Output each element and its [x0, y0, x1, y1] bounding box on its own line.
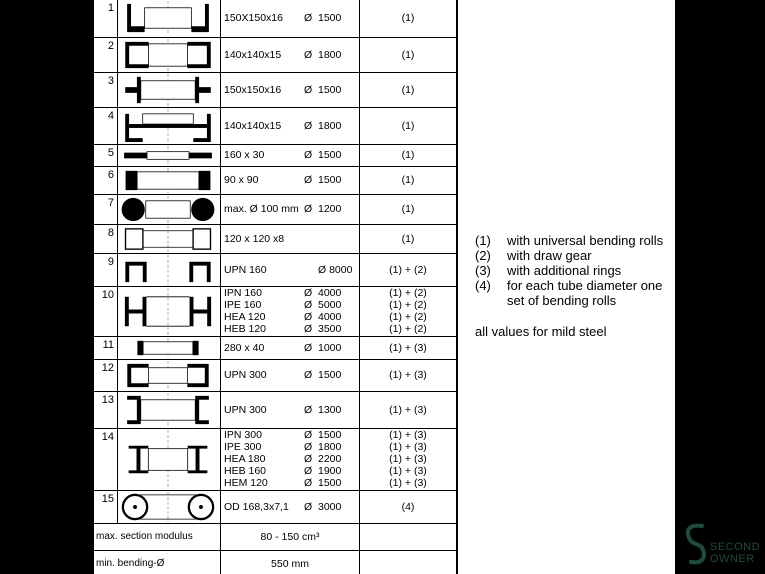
diameter-symbol: Ø — [304, 311, 313, 323]
method-note: (1) + (3) — [389, 465, 427, 477]
method-note-cell — [360, 336, 457, 359]
footer-row — [94, 550, 457, 574]
profile-row — [94, 224, 457, 253]
profile-size: UPN 300 — [224, 403, 267, 416]
profile-spec-cell — [221, 166, 360, 194]
profile-spec-cell — [221, 224, 360, 253]
profile-drawing-cell — [118, 253, 221, 286]
diameter-symbol: Ø — [304, 500, 313, 513]
method-note-cell — [360, 166, 457, 194]
method-note-cell — [360, 286, 457, 336]
bending-diameter: 1500 — [318, 429, 342, 441]
upn-out-profile-icon — [118, 392, 218, 428]
bending-diameter: Ø 8000 — [318, 263, 353, 276]
row-number: 6 — [107, 168, 114, 181]
row-number-cell — [94, 224, 118, 253]
profile-size: HEB 120 — [224, 323, 267, 335]
profile-size: HEM 120 — [224, 477, 268, 489]
row-number: 5 — [107, 146, 114, 159]
angle-profile-icon — [118, 108, 218, 144]
profile-spec-cell — [221, 37, 360, 72]
diameter-symbol — [304, 264, 318, 276]
profile-row — [94, 428, 457, 490]
row-number: 4 — [107, 109, 114, 122]
profile-drawing-cell — [118, 37, 221, 72]
spec-line — [221, 477, 359, 489]
profile-drawing-cell — [118, 359, 221, 391]
spec-line — [221, 12, 359, 24]
legend-text: with universal bending rolls — [507, 233, 664, 248]
row-number-cell — [94, 194, 118, 224]
method-note: (1) + (2) — [389, 299, 427, 311]
profile-row — [94, 0, 457, 37]
profile-row — [94, 166, 457, 194]
diameter-symbol: Ø — [304, 429, 313, 441]
channel-in-profile-icon — [118, 38, 218, 72]
diameter-symbol: Ø — [304, 477, 313, 489]
row-number: 9 — [107, 255, 114, 268]
spec-line — [221, 501, 359, 513]
diameter-symbol: Ø — [304, 119, 313, 132]
tee-profile-icon — [118, 73, 218, 107]
capacity-table-body — [94, 0, 457, 574]
flat-profile-icon — [118, 145, 218, 166]
footer-value: 80 - 150 cm³ — [221, 523, 360, 550]
method-note: (1) + (3) — [389, 369, 427, 381]
legend-item — [475, 263, 675, 278]
profile-drawing-cell — [118, 194, 221, 224]
profile-size: UPN 160 — [224, 263, 267, 276]
profile-row — [94, 107, 457, 144]
row-number-cell — [94, 391, 118, 428]
upn-up-profile-icon — [118, 254, 218, 286]
profile-drawing-cell — [118, 0, 221, 37]
logo-word-1: SECOND — [710, 541, 761, 553]
profile-size: UPN 300 — [224, 369, 267, 381]
bending-diameter: 1500 — [318, 369, 342, 381]
spec-line — [221, 120, 359, 132]
bending-diameter: 1500 — [318, 174, 342, 186]
spec-line — [221, 311, 359, 323]
bending-diameter: 1900 — [318, 465, 342, 477]
bending-diameter: 5000 — [318, 299, 342, 311]
profile-spec-cell — [221, 490, 360, 523]
spec-line — [221, 174, 359, 186]
profile-drawing-cell — [118, 336, 221, 359]
row-number: 15 — [101, 492, 114, 505]
bending-diameter: 2200 — [318, 453, 342, 465]
diameter-symbol: Ø — [304, 83, 313, 96]
diameter-symbol: Ø — [304, 369, 313, 381]
method-note: (1) + (3) — [389, 453, 427, 465]
profile-row — [94, 194, 457, 224]
profile-drawing-cell — [118, 166, 221, 194]
method-note: (1) + (3) — [389, 341, 427, 354]
spec-line — [221, 323, 359, 335]
method-note: (1) + (2) — [389, 311, 427, 323]
legend — [475, 233, 675, 339]
bending-diameter: 3000 — [318, 500, 342, 513]
row-number: 1 — [107, 2, 114, 14]
profile-drawing-cell — [118, 72, 221, 107]
bending-diameter: 3500 — [318, 323, 342, 335]
row-number: 8 — [107, 226, 114, 239]
i-beam-profile-icon — [118, 429, 218, 490]
profile-spec-cell — [221, 144, 360, 166]
spec-line — [221, 84, 359, 96]
method-note: (1) — [401, 48, 415, 61]
profile-row — [94, 490, 457, 523]
method-note-cell — [360, 359, 457, 391]
diameter-symbol: Ø — [304, 441, 313, 453]
profile-drawing-cell — [118, 428, 221, 490]
row-number: 14 — [101, 430, 114, 443]
legend-item — [475, 278, 675, 293]
logo-word-2: OWNER — [710, 553, 755, 565]
footer-label: min. bending-Ø — [94, 550, 221, 574]
legend-item — [475, 233, 675, 248]
bending-diameter: 1500 — [318, 149, 342, 161]
row-number: 3 — [107, 74, 114, 87]
row-number-cell — [94, 253, 118, 286]
profile-row — [94, 336, 457, 359]
method-note-cell — [360, 107, 457, 144]
method-note-cell — [360, 224, 457, 253]
profile-size: 140x140x15 — [224, 48, 282, 61]
profile-spec-cell — [221, 428, 360, 490]
profile-size: 90 x 90 — [224, 174, 259, 186]
profile-drawing-cell — [118, 144, 221, 166]
method-note: (1) + (3) — [389, 477, 427, 489]
row-number: 10 — [101, 288, 114, 301]
profile-spec-cell — [221, 286, 360, 336]
method-note: (1) + (3) — [389, 441, 427, 453]
diameter-symbol: Ø — [304, 149, 313, 161]
profile-row — [94, 253, 457, 286]
profile-spec-cell — [221, 72, 360, 107]
row-number-cell — [94, 336, 118, 359]
h-beam-profile-icon — [118, 287, 218, 336]
method-note: (1) + (2) — [389, 323, 427, 335]
profile-spec-cell — [221, 253, 360, 286]
bending-diameter: 1000 — [318, 341, 342, 354]
profile-row — [94, 286, 457, 336]
row-number: 11 — [102, 338, 114, 351]
legend-item — [475, 248, 675, 263]
profile-drawing-cell — [118, 490, 221, 523]
row-number-cell — [94, 490, 118, 523]
diameter-symbol: Ø — [304, 299, 313, 311]
method-note-cell — [360, 490, 457, 523]
diameter-symbol: Ø — [304, 12, 313, 25]
diameter-symbol: Ø — [304, 341, 313, 354]
method-note: (1) + (2) — [389, 263, 427, 276]
profile-size: 120 x 120 x8 — [224, 232, 285, 245]
legend-key: (3) — [475, 263, 491, 278]
upn-in-profile-icon — [118, 360, 218, 391]
spec-line — [221, 465, 359, 477]
row-number-cell — [94, 0, 118, 37]
profile-spec-cell — [221, 359, 360, 391]
channel-out-profile-icon — [118, 0, 218, 36]
diameter-symbol: Ø — [304, 453, 313, 465]
diameter-symbol: Ø — [304, 403, 313, 416]
diameter-symbol: Ø — [304, 323, 313, 335]
diameter-symbol: Ø — [304, 203, 313, 215]
round-profile-icon — [118, 195, 218, 224]
profile-spec-cell — [221, 194, 360, 224]
spec-line — [221, 287, 359, 299]
profile-drawing-cell — [118, 286, 221, 336]
capacity-sheet — [93, 0, 675, 574]
spec-line — [221, 149, 359, 161]
footer-value: 550 mm — [221, 550, 360, 574]
bending-diameter: 1500 — [318, 12, 342, 25]
row-number: 12 — [101, 361, 114, 374]
profile-size: IPN 160 — [224, 287, 262, 299]
legend-key: (4) — [475, 278, 491, 293]
footer-empty-cell — [360, 550, 457, 574]
row-number-cell — [94, 107, 118, 144]
spec-line — [221, 342, 359, 354]
profile-drawing-cell — [118, 107, 221, 144]
bending-diameter: 1800 — [318, 48, 342, 61]
method-note-cell — [360, 72, 457, 107]
method-note-cell — [360, 253, 457, 286]
diameter-symbol — [304, 233, 318, 245]
second-owner-logo — [683, 522, 763, 568]
profile-row — [94, 72, 457, 107]
diameter-symbol: Ø — [304, 465, 313, 477]
spec-line — [221, 369, 359, 381]
profile-size: OD 168,3x7,1 — [224, 500, 289, 513]
method-note: (1) — [401, 203, 415, 215]
profile-row — [94, 391, 457, 428]
row-number-cell — [94, 166, 118, 194]
bending-diameter: 1800 — [318, 119, 342, 132]
profile-row — [94, 144, 457, 166]
method-note: (1) + (2) — [389, 287, 427, 299]
footer-label: max. section modulus — [94, 523, 221, 550]
method-note-cell — [360, 428, 457, 490]
method-note: (1) — [401, 83, 415, 96]
bending-diameter: 1200 — [318, 203, 342, 215]
row-number: 7 — [107, 196, 114, 209]
profile-size: HEA 180 — [224, 453, 266, 465]
legend-text: for each tube diameter one — [507, 278, 663, 293]
profile-size: 150x150x16 — [224, 83, 282, 96]
footer-row — [94, 523, 457, 550]
diameter-symbol: Ø — [304, 287, 313, 299]
profile-row — [94, 359, 457, 391]
method-note: (1) + (3) — [389, 403, 427, 416]
bending-diameter: 1500 — [318, 83, 342, 96]
profile-size: IPN 300 — [224, 429, 262, 441]
footer-empty-cell — [360, 523, 457, 550]
row-number-cell — [94, 286, 118, 336]
profile-spec-cell — [221, 0, 360, 37]
bending-diameter: 4000 — [318, 311, 342, 323]
method-note: (1) — [401, 119, 415, 132]
method-note-cell — [360, 37, 457, 72]
profile-size: 150X150x16 — [224, 12, 283, 25]
spec-line — [221, 429, 359, 441]
bending-diameter: 1500 — [318, 477, 342, 489]
legend-key: (2) — [475, 248, 491, 263]
spec-line — [221, 233, 359, 245]
spec-line — [221, 264, 359, 276]
profile-spec-cell — [221, 391, 360, 428]
legend-text: with draw gear — [507, 248, 592, 263]
profile-drawing-cell — [118, 391, 221, 428]
profile-size: 140x140x15 — [224, 119, 282, 132]
method-note: (1) — [401, 12, 415, 25]
row-number-cell — [94, 428, 118, 490]
tube-round-profile-icon — [118, 491, 218, 523]
profile-spec-cell — [221, 107, 360, 144]
tube-sq-profile-icon — [118, 225, 218, 253]
diameter-symbol: Ø — [304, 48, 313, 61]
spec-line — [221, 404, 359, 416]
method-note-cell — [360, 0, 457, 37]
flat-edge-profile-icon — [118, 337, 218, 359]
row-number-cell — [94, 37, 118, 72]
bending-diameter: 1300 — [318, 403, 342, 416]
method-note-cell — [360, 391, 457, 428]
method-note: (1) + (3) — [389, 429, 427, 441]
legend-footnote: all values for mild steel — [475, 324, 607, 339]
method-note: (1) — [401, 149, 415, 161]
legend-text-continued: set of bending rolls — [507, 293, 617, 308]
profile-drawing-cell — [118, 224, 221, 253]
row-number-cell — [94, 144, 118, 166]
profile-size: IPE 300 — [224, 441, 262, 453]
profile-row — [94, 37, 457, 72]
method-note: (4) — [401, 500, 415, 513]
row-number-cell — [94, 359, 118, 391]
spec-line — [221, 203, 359, 215]
bending-diameter: 4000 — [318, 287, 342, 299]
method-note-cell — [360, 144, 457, 166]
legend-key: (1) — [475, 233, 491, 248]
second-owner-logo-icon — [683, 522, 709, 566]
diameter-symbol: Ø — [304, 174, 313, 186]
method-note: (1) — [401, 232, 415, 245]
profile-size: IPE 160 — [224, 299, 262, 311]
profile-size: HEB 160 — [224, 465, 267, 477]
method-note: (1) — [401, 174, 415, 186]
profile-spec-cell — [221, 336, 360, 359]
capacity-table — [93, 0, 457, 574]
profile-size: 160 x 30 — [224, 149, 265, 161]
row-number-cell — [94, 72, 118, 107]
row-number: 13 — [101, 393, 114, 406]
profile-size: HEA 120 — [224, 311, 266, 323]
profile-size: max. Ø 100 mm — [224, 203, 299, 215]
bending-diameter: 1800 — [318, 441, 342, 453]
legend-text: with additional rings — [507, 263, 622, 278]
profile-size: 280 x 40 — [224, 341, 265, 354]
spec-line — [221, 49, 359, 61]
spec-line — [221, 453, 359, 465]
spec-line — [221, 441, 359, 453]
square-profile-icon — [118, 167, 218, 194]
table-edge-line — [456, 0, 458, 574]
row-number: 2 — [107, 39, 114, 52]
spec-line — [221, 299, 359, 311]
method-note-cell — [360, 194, 457, 224]
